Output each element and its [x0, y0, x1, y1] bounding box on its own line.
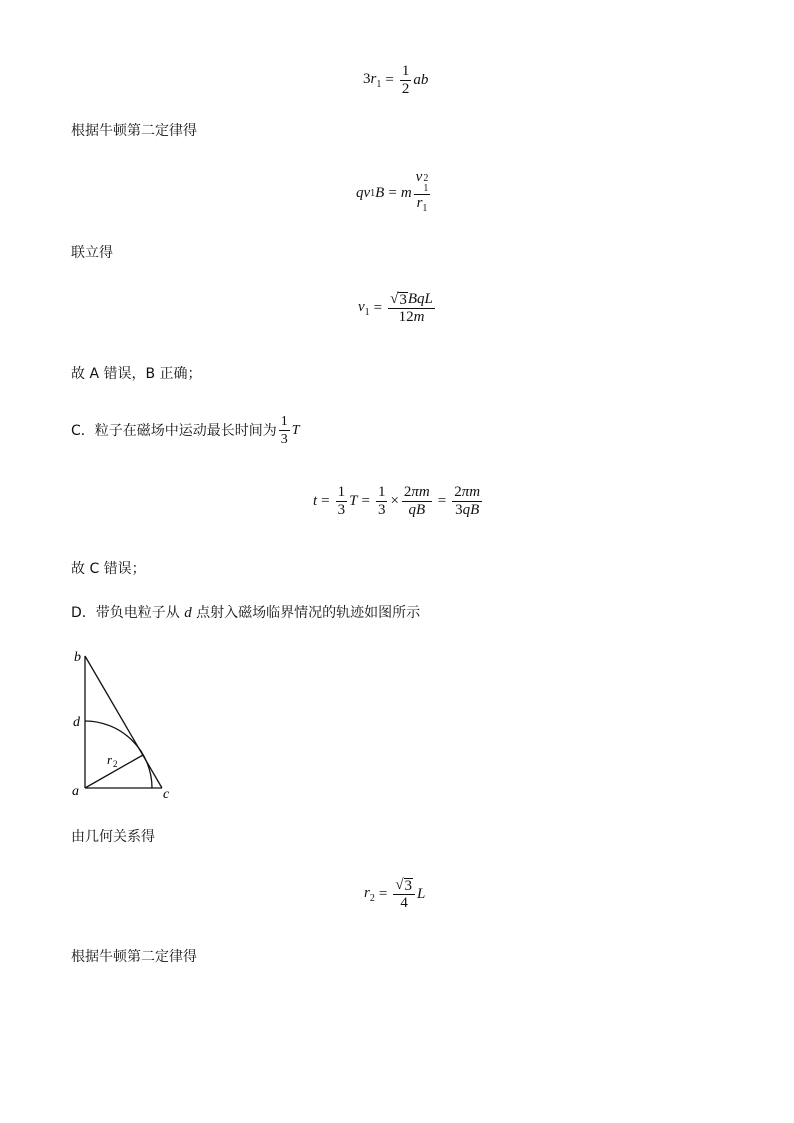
- option-d-text-2: 点射入磁场临界情况的轨迹如图所示: [191, 605, 421, 621]
- label-r2-subscript: 2: [113, 759, 118, 769]
- label-a: a: [72, 784, 79, 799]
- text-option-c: [71, 413, 300, 448]
- label-c: c: [163, 787, 170, 802]
- equation-lorentz-force: qv 1 B = m v 2 1 $r_1$: [356, 169, 429, 214]
- text-newton-law-1: 根据牛顿第二定律得: [71, 123, 197, 139]
- inline-third-period: $\frac{1}{3}$ T: [280, 414, 300, 447]
- label-b: b: [74, 650, 81, 665]
- text-newton-law-2: 根据牛顿第二定律得: [71, 949, 197, 965]
- text-geometry: 由几何关系得: [71, 829, 155, 845]
- equation-time: t = $\frac{1}{3}$ T = $\frac{1}{3}$ × $\frac{2\pi m}{qB}$ = $\frac{2\pi m}{3qB}$: [313, 484, 481, 518]
- text-combine: 联立得: [71, 245, 113, 261]
- equation-radius-2: $r_2$ = √ 3 4 L: [364, 877, 426, 911]
- text-conclusion-ab: 故 A 错误，B 正确；: [71, 366, 202, 382]
- option-d-text-1: D．带负电粒子从: [71, 605, 185, 621]
- option-d-var: d: [184, 605, 192, 621]
- text-conclusion-c: 故 C 错误；: [71, 561, 146, 577]
- option-c-text: C．粒子在磁场中运动最长时间为: [71, 422, 277, 439]
- trajectory-figure: [66, 646, 186, 806]
- equation-velocity-1: $v_1$ = √ 3 BqL 12m: [358, 291, 433, 325]
- text-option-d: [71, 604, 420, 622]
- equation-radius-1: $3r_1$ = $\frac{1}{2}$ ab: [363, 63, 429, 97]
- label-r2: r: [107, 752, 113, 767]
- label-d: d: [73, 715, 80, 730]
